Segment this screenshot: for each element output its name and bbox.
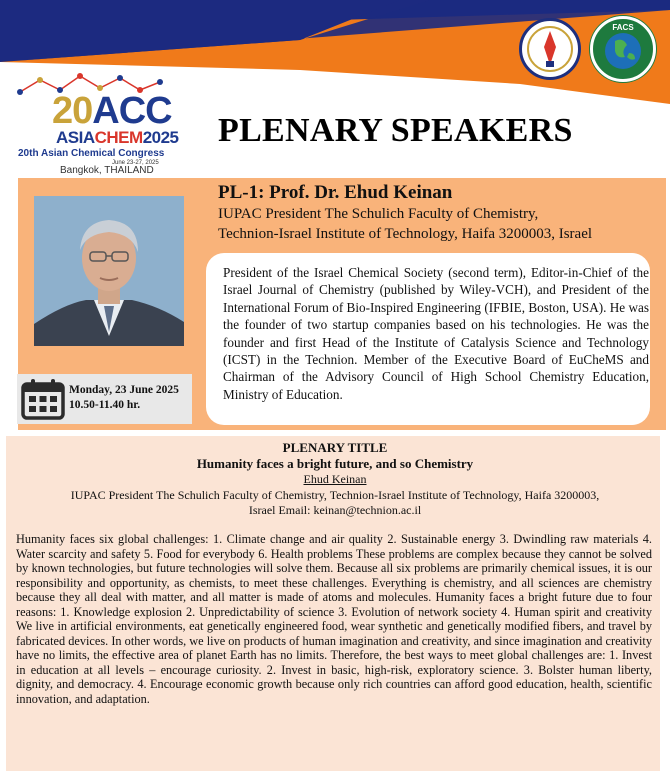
facs-globe-seal-icon (590, 16, 656, 82)
talk-affiliation: IUPAC President The Schulich Faculty of Chemistry, Technion-Israel Institute of Technology, Haifa 3200003, (70, 488, 600, 502)
speaker-title: PL-1: Prof. Dr. Ehud Keinan (218, 182, 453, 203)
page-title: PLENARY SPEAKERS (218, 112, 573, 149)
abstract-body: Humanity faces six global challenges: 1. Climate change and air quality 2. Sustainable energy 3. Dwindling raw materials 4. Water scarcity and safety 5. Food for everybody 6. Health problems These problems are complex because they cannot be solved by known technologies, but future technologies will solve them. Because all six problems are primarily chemical issues, it is our responsibility and opportunity, as chemists, to meet these challenges. Everything is chemistry, and all sciences are chemistry because they all deal with matter, and all matter is made of atoms and molecules. Humanity faces a bright future due to four reasons: 1. Knowledge explosion 2. Unpredictability of science 3. Evolution of network society 4. Human spirit and creativity We live in artificial environments, eat genetically engineered food, wear synthetic and genetically modified fibers, and travel by fabricated devices. In other words, we live on products of human imagination and creativity, and since imagination and creativity have no limits, the effective area of planet Earth has no limits. Therefore, the best ways to meet global challenges are: 1. Invest in education at all levels – encourage curiosity. 2. Invest in basic, high-risk, exploratory science. 3. Bolster human liberty, dignity, and democracy. 4. Encourage economic growth because only rich countries can afford good education, health, scientific innovation, and adaptation. (16, 532, 652, 706)
talk-email: Israel Email: keinan@technion.ac.il (248, 503, 422, 517)
acc-asiachem: ASIACHEM2025 (56, 128, 179, 147)
acc-number: 20ACC (52, 90, 172, 132)
acc-subtitle: 20th Asian Chemical Congress (18, 148, 165, 159)
session-time: 10.50-11.40 hr. (69, 399, 141, 411)
acc-city: Bangkok, THAILAND (60, 165, 154, 176)
acc-dates: June 23-27, 2025 (112, 160, 159, 166)
plenary-title-label: PLENARY TITLE (282, 440, 388, 455)
calendar-icon (21, 378, 65, 420)
speaker-affiliation-2: Technion-Israel Institute of Technology, Haifa 3200003, Israel (218, 226, 593, 242)
session-date: Monday, 23 June 2025 (69, 384, 179, 396)
svg-text:FACS: FACS (612, 23, 634, 32)
event-logo (10, 70, 180, 175)
speaker-photo (34, 196, 184, 346)
talk-title: Humanity faces a bright future, and so Chemistry (196, 456, 474, 471)
chemical-society-thailand-seal-icon (519, 18, 581, 80)
speaker-bio: President of the Israel Chemical Society (second term), Editor-in-Chief of the Israel Journal of Chemistry (published by Wiley-VCH), and President of the International Forum of Bio-Inspired Engineering (IFBIE, Boston, USA). He was the founder of two startup companies based on his technologies. He was the founder and first Head of the Institute of Catalysis Science and Technology (ICST) in the Technion. Member of the Executive Board of EuCheMS and Chairman of the Advisory Council of High School Chemistry Education, Ministry of Education. (223, 265, 649, 402)
talk-author: Ehud Keinan (303, 472, 367, 486)
speaker-name: : Prof. Dr. Ehud Keinan (258, 182, 453, 203)
speaker-affiliation-1: IUPAC President The Schulich Faculty of Chemistry, (218, 206, 539, 222)
